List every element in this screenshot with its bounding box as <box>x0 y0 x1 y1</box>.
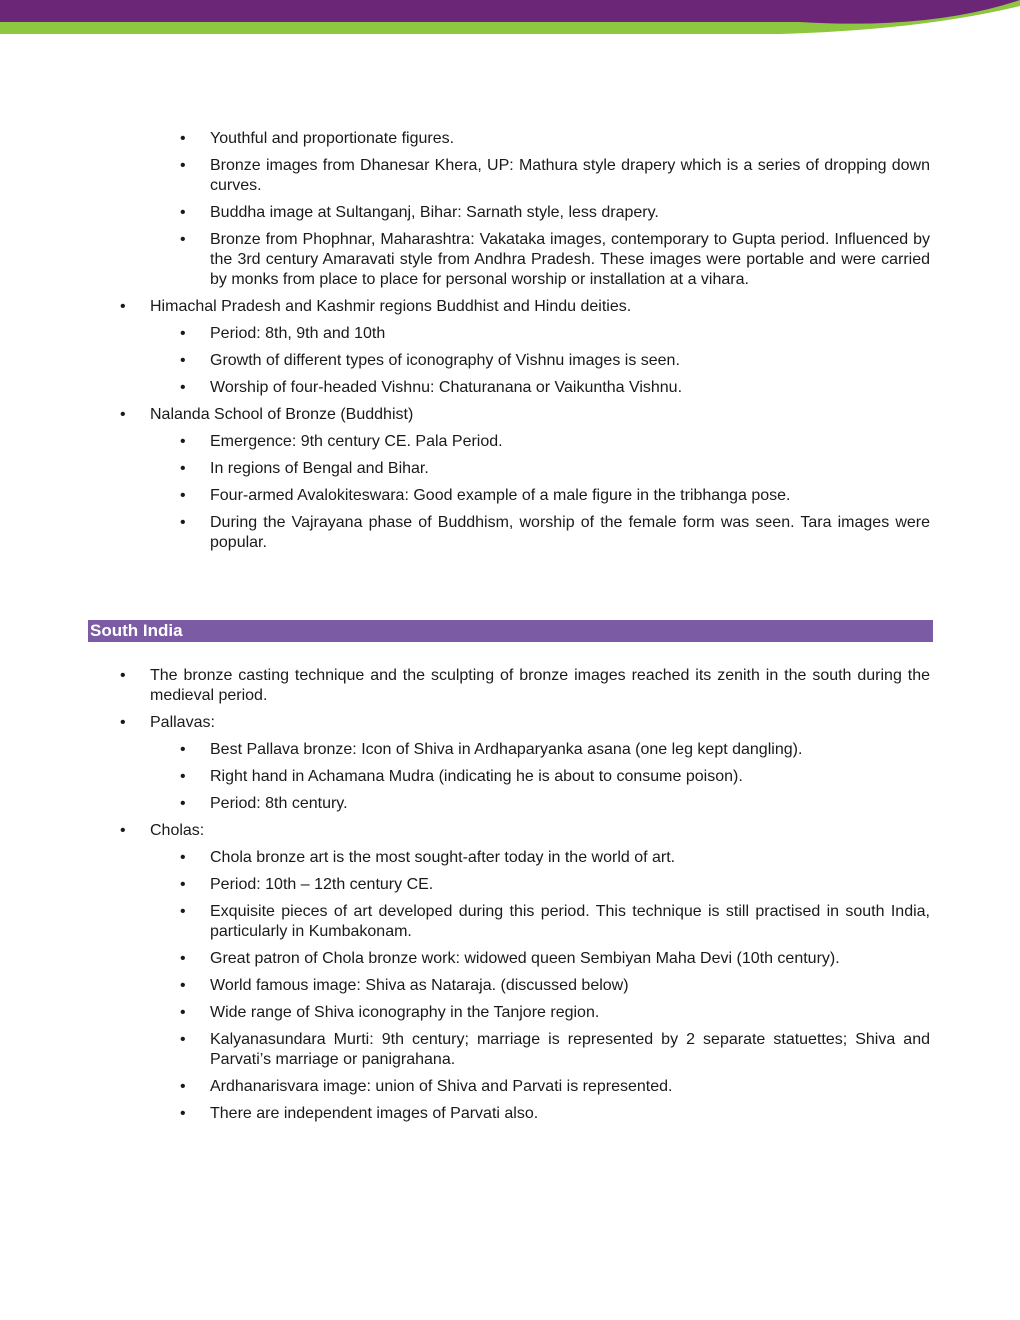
list-item: • Best Pallava bronze: Icon of Shiva in Ardhaparyanka asana (one leg kept dangling). <box>210 740 930 760</box>
list-item: • Youthful and proportionate figures. <box>210 129 930 149</box>
list-item: • Wide range of Shiva iconography in the Tanjore region. <box>210 1003 930 1023</box>
header-band <box>0 0 1020 40</box>
top-list <box>0 129 930 553</box>
list-item: • In regions of Bengal and Bihar. <box>210 459 930 479</box>
list-item: • Buddha image at Sultanganj, Bihar: Sarnath style, less drapery. <box>210 203 930 223</box>
list-item: • Worship of four-headed Vishnu: Chaturanana or Vaikuntha Vishnu. <box>210 378 930 398</box>
south-india-list <box>0 666 930 1124</box>
header-purple-band <box>0 0 1020 24</box>
list-item: • Ardhanarisvara image: union of Shiva and Parvati is represented. <box>210 1077 930 1097</box>
list-item: • Right hand in Achamana Mudra (indicating he is about to consume poison). <box>210 767 930 787</box>
list-item: • Kalyanasundara Murti: 9th century; marriage is represented by 2 separate statuettes; Shiva and Parvati’s marriage or panigrahana. <box>210 1030 930 1070</box>
list-item-pallavas: • Pallavas: <box>150 713 930 733</box>
list-item: • World famous image: Shiva as Nataraja. (discussed below) <box>210 976 930 996</box>
list-item: • Exquisite pieces of art developed during this period. This technique is still practised in south India, particularly in Kumbakonam. <box>210 902 930 942</box>
section-heading-south-india: South India <box>88 620 933 642</box>
list-item-intro: • The bronze casting technique and the sculpting of bronze images reached its zenith in the south during the medieval period. <box>150 666 930 706</box>
list-item: • During the Vajrayana phase of Buddhism, worship of the female form was seen. Tara images were popular. <box>210 513 930 553</box>
list-item-nalanda: • Nalanda School of Bronze (Buddhist) <box>150 405 930 425</box>
list-item: • Period: 10th – 12th century CE. <box>210 875 930 895</box>
list-item: • Emergence: 9th century CE. Pala Period. <box>210 432 930 452</box>
list-item: • Growth of different types of iconography of Vishnu images is seen. <box>210 351 930 371</box>
list-item: • Great patron of Chola bronze work: widowed queen Sembiyan Maha Devi (10th century). <box>210 949 930 969</box>
list-item: • There are independent images of Parvati also. <box>210 1104 930 1124</box>
list-item: • Bronze images from Dhanesar Khera, UP: Mathura style drapery which is a series of dropping down curves. <box>210 156 930 196</box>
list-item: • Period: 8th century. <box>210 794 930 814</box>
list-item: • Chola bronze art is the most sought-after today in the world of art. <box>210 848 930 868</box>
list-item: • Bronze from Phophnar, Maharashtra: Vakataka images, contemporary to Gupta period. Influenced by the 3rd century Amaravati style from Andhra Pradesh. These images were portable and were carried by monks from place to place for personal worship or installation at a vihara. <box>210 230 930 290</box>
list-item-himachal: • Himachal Pradesh and Kashmir regions Buddhist and Hindu deities. <box>150 297 930 317</box>
list-item-cholas: • Cholas: <box>150 821 930 841</box>
list-item: • Period: 8th, 9th and 10th <box>210 324 930 344</box>
list-item: • Four-armed Avalokiteswara: Good example of a male figure in the tribhanga pose. <box>210 486 930 506</box>
